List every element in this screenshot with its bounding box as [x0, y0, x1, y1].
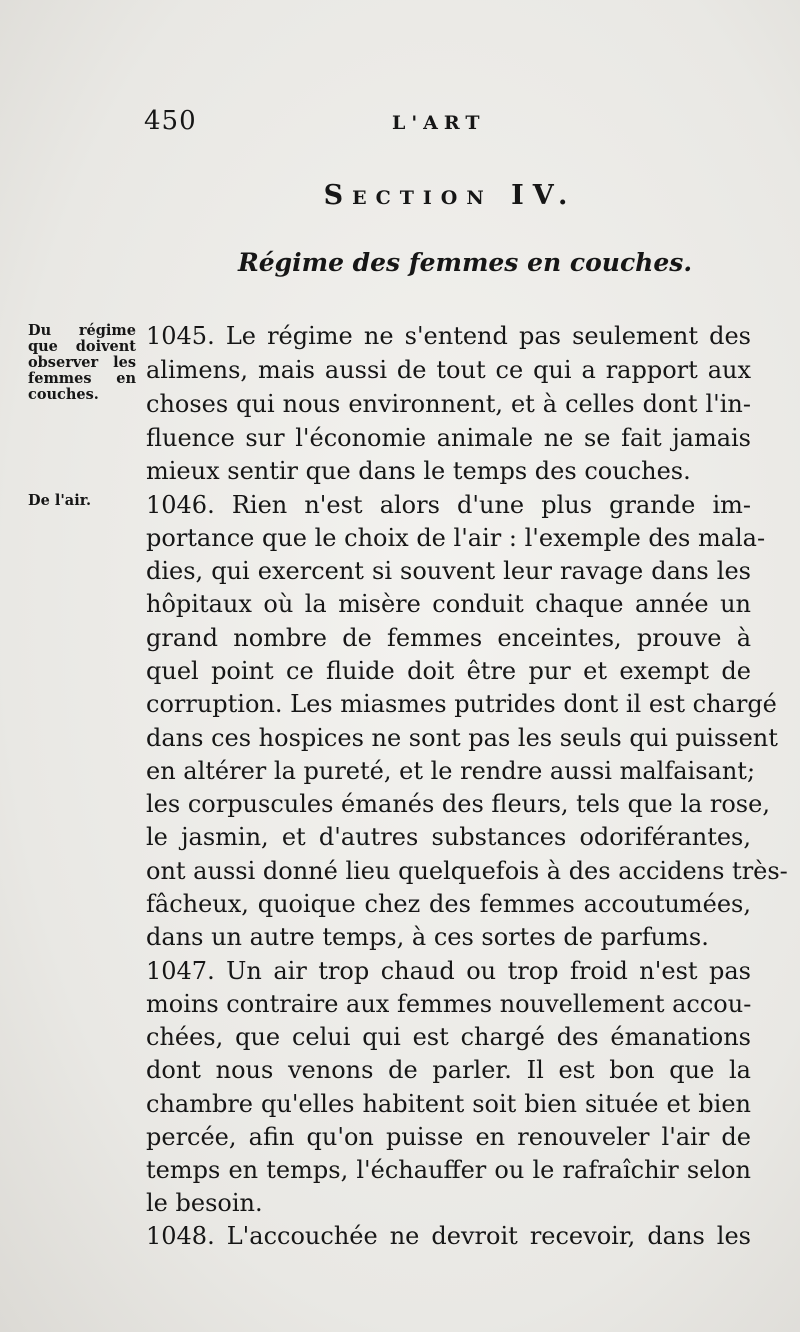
- text-line: les corpuscules émanés des fleurs, tels que la rose,: [146, 790, 770, 818]
- text-line: grand nombre de femmes enceintes, prouve à: [146, 624, 751, 652]
- text-line: moins contraire aux femmes nouvellement accou-: [146, 990, 752, 1018]
- text-line: 1046. Rien n'est alors d'une plus grande im-: [146, 491, 751, 519]
- text-line: hôpitaux où la misère conduit chaque année un: [146, 590, 751, 618]
- section-title: Section IV.: [323, 180, 577, 211]
- text-line: le jasmin, et d'autres substances odoriférantes,: [146, 823, 751, 851]
- text-line: temps en temps, l'échauffer ou le rafraîchir selon: [146, 1156, 751, 1184]
- text-line: 1047. Un air trop chaud ou trop froid n'est pas: [146, 957, 751, 985]
- text-line: percée, afin qu'on puisse en renouveler l'air de: [146, 1123, 751, 1151]
- text-line: mieux sentir que dans le temps des couches.: [146, 457, 691, 485]
- text-line: le besoin.: [146, 1189, 263, 1217]
- text-line: dont nous venons de parler. Il est bon que la: [146, 1056, 751, 1084]
- margin-note-regime: Du régime que doivent observer les femmes en couches.: [28, 322, 136, 403]
- text-line: choses qui nous environnent, et à celles dont l'in-: [146, 390, 751, 418]
- text-line: chambre qu'elles habitent soit bien située et bien: [146, 1090, 751, 1118]
- text-line: 1045. Le régime ne s'entend pas seulement des: [146, 322, 751, 350]
- text-line: fluence sur l'économie animale ne se fait jamais: [146, 424, 751, 452]
- text-line: en altérer la pureté, et le rendre aussi malfaisant;: [146, 757, 756, 785]
- text-line: dies, qui exercent si souvent leur ravage dans les: [146, 557, 751, 585]
- running-head: L'ART: [392, 112, 486, 134]
- text-line: fâcheux, quoique chez des femmes accoutumées,: [146, 890, 751, 918]
- text-line: alimens, mais aussi de tout ce qui a rapport aux: [146, 356, 751, 384]
- text-line: portance que le choix de l'air : l'exemple des mala-: [146, 524, 766, 552]
- page-number: 450: [144, 106, 197, 136]
- text-line: ont aussi donné lieu quelquefois à des accidens très-: [146, 857, 788, 885]
- text-line: corruption. Les miasmes putrides dont il est chargé: [146, 690, 777, 718]
- section-subtitle: Régime des femmes en couches.: [237, 248, 693, 277]
- text-line: dans ces hospices ne sont pas les seuls qui puissent: [146, 724, 778, 752]
- text-line: quel point ce fluide doit être pur et exempt de: [146, 657, 751, 685]
- text-line: dans un autre temps, à ces sortes de parfums.: [146, 923, 709, 951]
- margin-note-air: De l'air.: [28, 492, 92, 509]
- text-line: 1048. L'accouchée ne devroit recevoir, dans les: [146, 1222, 751, 1250]
- text-line: chées, que celui qui est chargé des émanations: [146, 1023, 751, 1051]
